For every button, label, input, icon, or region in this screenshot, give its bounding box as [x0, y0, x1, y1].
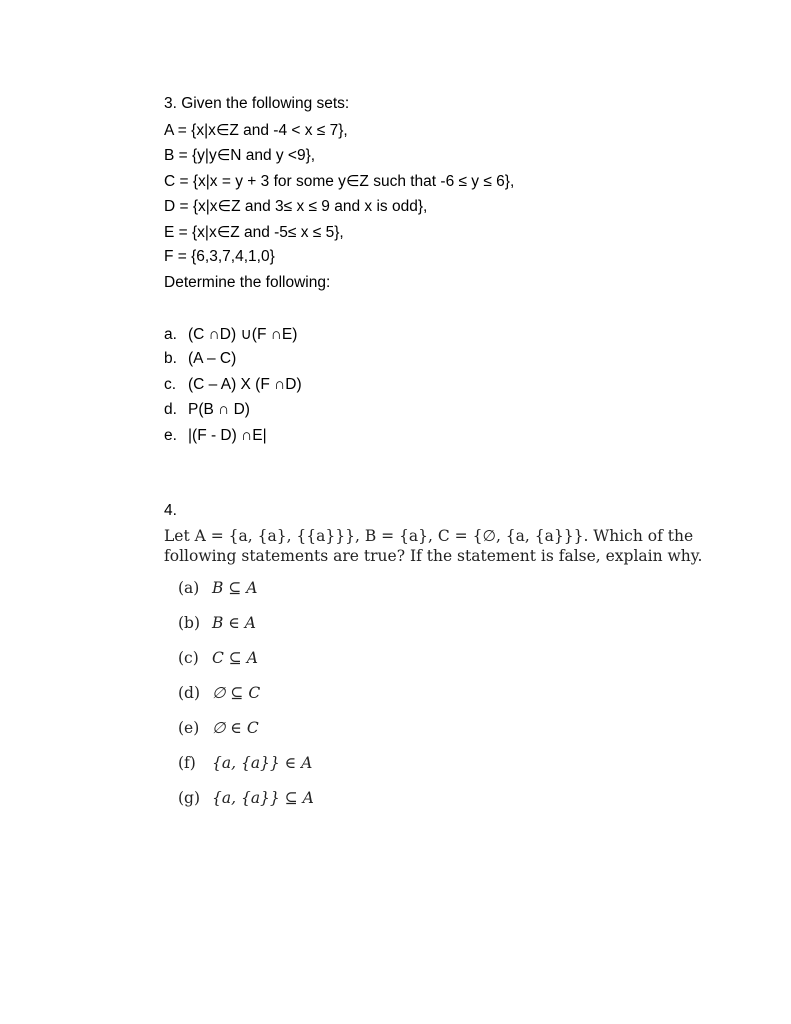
q4-item-g — [178, 789, 314, 807]
set-f-definition: F = {6,3,7,4,1,0} — [164, 248, 275, 265]
q4-item-expression: ∅ ∈ C — [212, 719, 259, 737]
q4-item-a — [178, 579, 257, 597]
q3-item-c — [164, 376, 302, 394]
q3-item-label: a. — [164, 326, 177, 343]
q3-item-label: b. — [164, 350, 177, 367]
q4-number: 4. — [164, 502, 177, 519]
q3-item-label: d. — [164, 401, 177, 418]
q3-item-e — [164, 427, 267, 445]
q3-item-a — [164, 325, 297, 344]
q4-intro: Let A = {a, {a}, {{a}}}, B = {a}, C = {∅, {a, {a}}}. Which of the following statements are true? If the statement is false, explain why. — [164, 527, 703, 565]
q4-item-b — [178, 614, 256, 632]
set-a-definition: A = {x|x∈Z and -4 < x ≤ 7}, — [164, 122, 348, 139]
q4-item-expression: {a, {a}} ∈ A — [212, 754, 313, 772]
q4-item-expression: C ⊆ A — [212, 649, 258, 667]
set-b-definition: B = {y|y∈N and y <9}, — [164, 147, 316, 164]
q4-item-label: (b) — [178, 614, 201, 632]
q4-item-expression: B ∈ A — [212, 614, 256, 632]
q3-item-text: P(B ∩ D) — [188, 401, 250, 418]
q4-item-expression: B ⊆ A — [212, 579, 258, 597]
q4-item-f — [178, 754, 312, 772]
set-e-definition: E = {x|x∈Z and -5≤ x ≤ 5}, — [164, 224, 344, 241]
set-d-definition: D = {x|x∈Z and 3≤ x ≤ 9 and x is odd}, — [164, 198, 428, 215]
q4-item-expression: {a, {a}} ⊆ A — [212, 789, 314, 807]
q3-item-text: (C ∩D) ∪(F ∩E) — [188, 326, 298, 343]
q3-item-text: (C – A) X (F ∩D) — [188, 376, 302, 393]
q4-item-expression: ∅ ⊆ C — [212, 684, 261, 702]
q4-item-e — [178, 719, 259, 737]
q3-item-text: (A – C) — [188, 350, 237, 367]
q4-item-label: (f) — [178, 754, 196, 772]
q4-item-label: (a) — [178, 579, 200, 597]
q3-item-d — [164, 401, 250, 419]
q3-title: 3. Given the following sets: — [164, 95, 350, 112]
q3-item-b — [164, 350, 236, 368]
q4-item-label: (e) — [178, 719, 200, 737]
q4-item-label: (g) — [178, 789, 201, 807]
q4-item-label: (d) — [178, 684, 201, 702]
q4-item-label: (c) — [178, 649, 199, 667]
q3-prompt: Determine the following: — [164, 274, 331, 291]
q3-item-label: c. — [164, 376, 177, 393]
q3-item-label: e. — [164, 427, 177, 444]
set-c-definition: C = {x|x = y + 3 for some y∈Z such that -6 ≤ y ≤ 6}, — [164, 173, 515, 190]
q4-item-c — [178, 649, 258, 667]
q3-item-text: |(F - D) ∩E| — [188, 427, 267, 444]
q4-item-d — [178, 684, 260, 702]
